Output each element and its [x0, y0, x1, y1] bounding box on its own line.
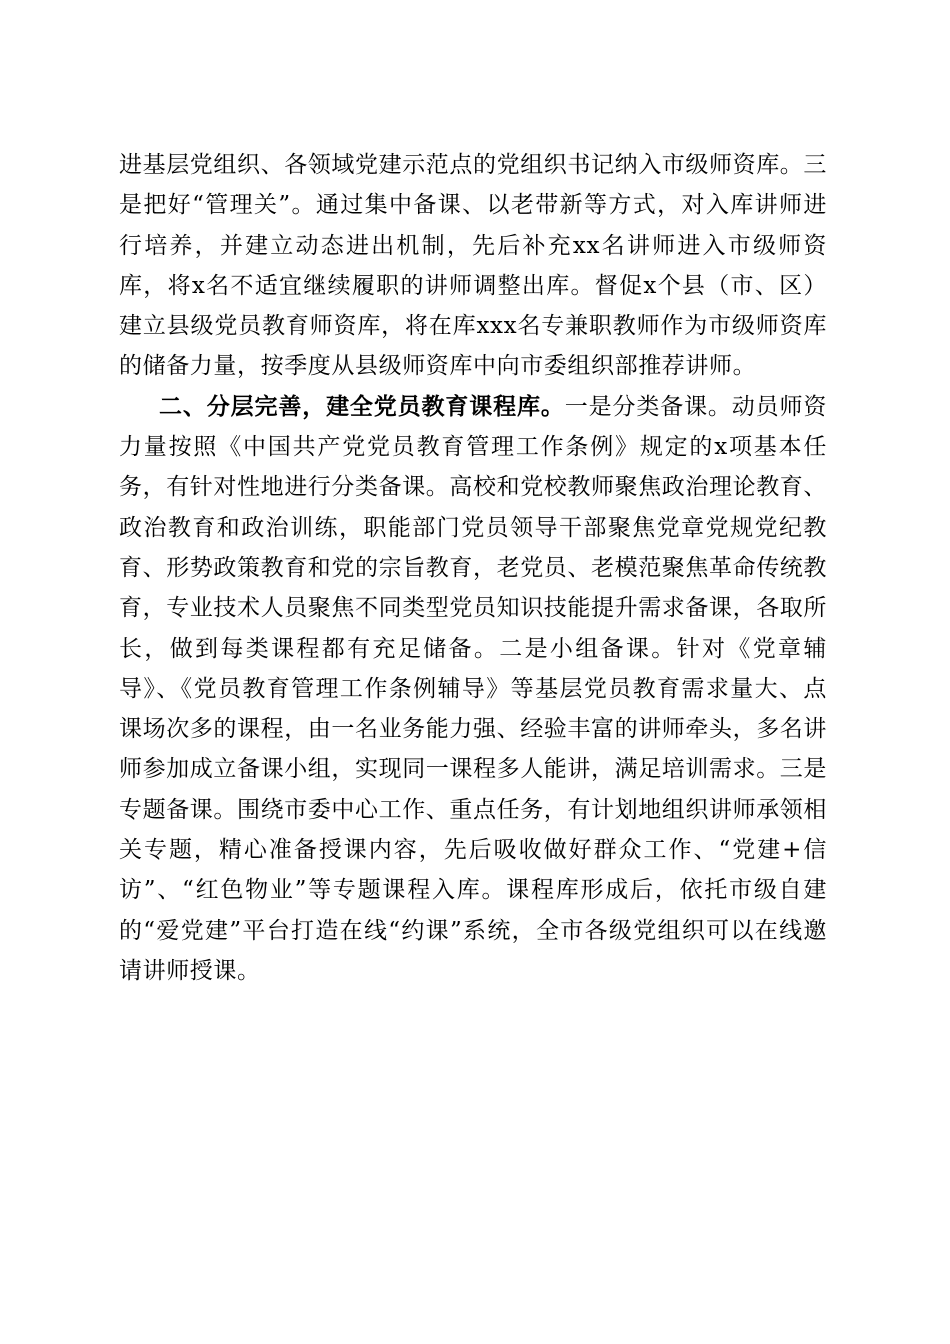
section-2-body: 一是分类备课。动员师资力量按照《中国共产党党员教育管理工作条例》规定的x项基本任务，有针对性地进行分类备课。高校和党校教师聚焦政治理论教育、政治教育和政治训练，职能部门党员领导干部聚焦党章党规党纪教育、形势政策教育和党的宗旨教育，老党员、老模范聚焦革命传统教育，专业技术人员聚焦不同类型党员知识技能提升需求备课，各取所长，做到每类课程都有充足储备。二是小组备课。针对《党章辅导》、《党员教育管理工作条例辅导》等基层党员教育需求量大、点课场次多的课程，由一名业务能力强、经验丰富的讲师牵头，多名讲师参加成立备课小组，实现同一课程多人能讲，满足培训需求。三是专题备课。围绕市委中心工作、重点任务，有计划地组织讲师承领相关专题，精心准备授课内容，先后吸收做好群众工作、“党建+信访”、“红色物业”等专题课程入库。课程库形成后，依托市级自建的“爱党建”平台打造在线“约课”系统，全市各级党组织可以在线邀请讲师授课。	[119, 393, 827, 984]
section-2-paragraph	[119, 387, 827, 991]
paragraph-continuation: 进基层党组织、各领域党建示范点的党组织书记纳入市级师资库。三是把好“管理关”。通过集中备课、以老带新等方式，对入库讲师进行培养，并建立动态进出机制，先后补充xx名讲师进入市级师资库，将x名不适宜继续履职的讲师调整出库。督促x个县（市、区）建立县级党员教育师资库，将在库xxx名专兼职教师作为市级师资库的储备力量，按季度从县级师资库中向市委组织部推荐讲师。	[119, 152, 827, 380]
section-2-heading: 二、分层完善，建全党员教育课程库。	[159, 393, 565, 420]
document-body	[119, 145, 827, 991]
